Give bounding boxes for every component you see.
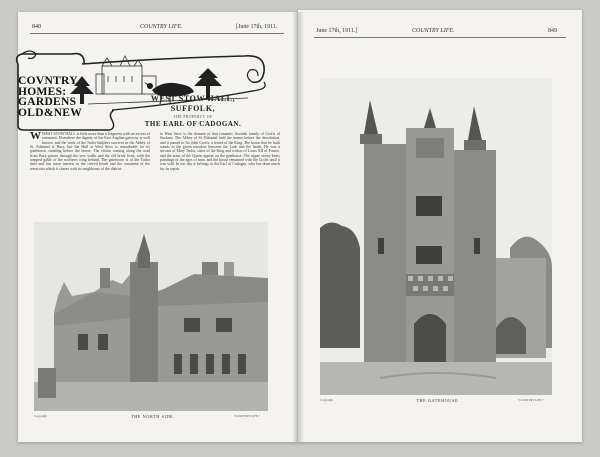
right-running-head: COUNTRY LIFE. [412,28,455,34]
right-page-number: 849 [548,28,557,34]
left-page-number: 840 [32,24,41,30]
owner-prefix: THE PROPERTY OF [173,115,213,119]
body-column-2 [160,132,280,220]
left-page-date: [June 17th, 1911. [236,24,278,30]
article-owner: THE EARL OF CADOGAN. [144,120,242,128]
masthead-line-1: COVNTRY [18,75,78,87]
north-side-photo [34,222,268,411]
left-running-head: COUNTRY LIFE. [140,24,183,30]
masthead-line-4: OLD&NEW [18,106,83,119]
masthead-title [18,76,88,118]
gatehouse-photo [320,78,552,395]
gatehouse-photo-image [320,78,552,395]
north-side-credit-left: Copyright [34,414,47,418]
masthead-line-2: HOMES: [18,85,67,98]
article-title: WEST STOW HALL, [150,94,236,103]
drop-cap: W [30,132,41,142]
body-column-2-text: to West Stow is the domain of that romantic Scottish family of Crofts of Saxham. The Abbey of St. Edmund held the manor before the dissolution, and it passed to Sir John Crofts, a friend of the King. The house that he built stands in the green meadow between the Lark and the heath. He was a servant of Mary Tudor, sister of the King and widow of Louis XII of France, and the arms of the Queen appear on the gatehouse. The upper storey bears paintings of the ages of man, and the house remained with the Crofts until it was sold. In our day it belongs to the Earl of Cadogan, who has done much for its repair. [160,132,280,171]
gatehouse-caption: THE GATEHOUSE. [416,398,460,403]
article-title-block [118,94,268,128]
article-subtitle: SUFFOLK, [170,104,216,113]
north-side-credit-right: "COUNTRY LIFE." [234,414,261,418]
body-column-1-text: WEST STOW HALL is little more than a fragment with an excess of ornament. Elsewhere the dignity of the East Anglian gateway is well known, and the work of the Tudor builders survives in the Abbey of St. Edmund at Bury, but the Hall at West Stow is remarkable for its gatehouse, standing before the house. The visitor coming along the road from Bury passes through the yew walks and the old brick front, with the stepped gable of the northern wing behind. The gatehouse is of the Tudor time and has some interest in the carved heads and the ornament of the terracotta which it shares with its neighbours of the district. [30,132,150,171]
right-page-date: June 17th, 1911.] [316,28,358,34]
right-header-rule [314,37,566,38]
north-side-caption: THE NORTH SIDE. [131,414,175,419]
article-body [30,132,284,220]
north-side-photo-image [34,222,268,411]
gatehouse-credit-right: "COUNTRY LIFE." [518,398,545,402]
gatehouse-credit-left: Copyright [320,398,333,402]
masthead-line-3: GARDENS [18,96,77,108]
body-column-1 [30,132,150,220]
left-header-rule [30,33,284,34]
